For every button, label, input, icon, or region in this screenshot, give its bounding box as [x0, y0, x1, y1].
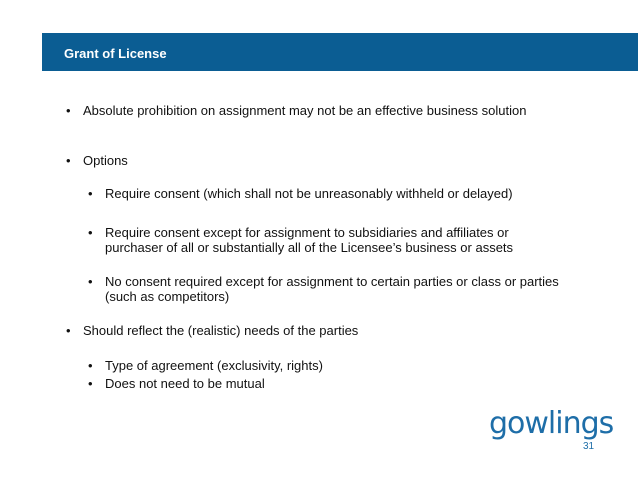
bullet-text: No consent required except for assignment to certain parties or class or parties (such as competitors)	[105, 274, 559, 304]
gowlings-logo: gowlings	[489, 406, 614, 441]
sub-bullet-item	[88, 186, 588, 201]
bullet-marker: •	[66, 103, 71, 118]
sub-bullet-item	[88, 376, 588, 391]
slide-title: Grant of License	[64, 46, 167, 61]
bullet-marker: •	[66, 323, 71, 338]
bullet-text: Does not need to be mutual	[105, 376, 265, 391]
bullet-text: Options	[83, 153, 128, 168]
sub-bullet-item	[88, 358, 588, 373]
bullet-marker: •	[88, 274, 93, 289]
bullet-text: Type of agreement (exclusivity, rights)	[105, 358, 323, 373]
bullet-marker: •	[66, 153, 71, 168]
bullet-text: Require consent (which shall not be unreasonably withheld or delayed)	[105, 186, 513, 201]
bullet-item	[66, 103, 546, 118]
bullet-text: Should reflect the (realistic) needs of the parties	[83, 323, 359, 338]
bullet-text: Require consent except for assignment to subsidiaries and affiliates or purchaser of all or substantially all of the Licensee’s business or assets	[105, 225, 514, 255]
page-number: 31	[583, 441, 595, 452]
bullet-marker: •	[88, 186, 93, 201]
bullet-marker: •	[88, 358, 93, 373]
sub-bullet-item	[88, 225, 568, 255]
sub-bullet-item	[88, 274, 568, 304]
bullet-marker: •	[88, 225, 93, 240]
bullet-item	[66, 153, 546, 168]
bullet-text: Absolute prohibition on assignment may not be an effective business solution	[83, 103, 527, 118]
bullet-item	[66, 323, 546, 338]
bullet-marker: •	[88, 376, 93, 391]
